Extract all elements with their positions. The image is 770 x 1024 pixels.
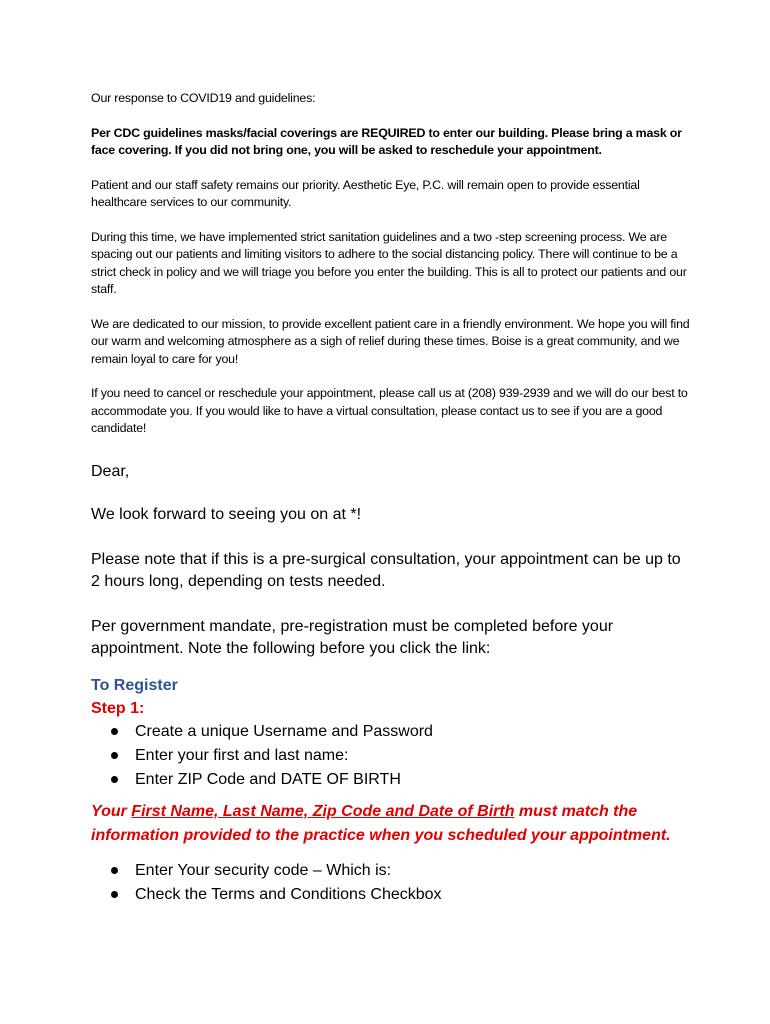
covid-heading: Our response to COVID19 and guidelines: [91, 91, 316, 105]
list-item: Enter your first and last name: [111, 744, 691, 768]
bullet-icon [111, 867, 118, 874]
bullet-icon [111, 776, 118, 783]
presurgical-note: Please note that if this is a pre-surgical consultation, your appointment can be up to 2 hours long, depending on tests needed. [91, 550, 681, 590]
list-item: Enter Your security code – Which is: [111, 859, 691, 883]
sanitation-paragraph: During this time, we have implemented strict sanitation guidelines and a two -step screening process. We are spacing out our patients and limiting visitors to adhere to the social distancing policy. There will continue to be a strict check in policy and we will triage you before you enter the building. This is all to protect our patients and our staff. [91, 229, 687, 296]
reschedule-paragraph: If you need to cancel or reschedule your appointment, please call us at (208) 939-2939 and we will do our best to accommodate you. If you would like to have a virtual consultation, please contact us to see if you are a good candidate! [91, 386, 688, 435]
appointment-line: We look forward to seeing you on at *! [91, 506, 362, 523]
match-warning: Your First Name, Last Name, Zip Code and Date of Birth must match the information provided to the practice when you scheduled your appointment. [91, 802, 671, 844]
list-item: Create a unique Username and Password [111, 720, 691, 744]
safety-paragraph: Patient and our staff safety remains our priority. Aesthetic Eye, P.C. will remain open to provide essential healthcare services to our community. [91, 177, 640, 209]
list-item: Enter ZIP Code and DATE OF BIRTH [111, 768, 691, 792]
mandate-note: Per government mandate, pre-registration must be completed before your appointment. Note the following before you click the link: [91, 617, 614, 657]
step-1-label: Step 1: [91, 699, 145, 717]
document-body [91, 90, 691, 907]
greeting: Dear, [91, 462, 130, 480]
required-fields: First Name, Last Name, Zip Code and Date of Birth [131, 802, 515, 820]
bullet-icon [111, 752, 118, 759]
security-list [91, 859, 691, 907]
mask-notice: Per CDC guidelines masks/facial coverings are REQUIRED to enter our building. Please bring a mask or face covering. If you did not bring one, you will be asked to reschedule your appointment. [91, 125, 682, 157]
step-1-list [91, 720, 691, 792]
bullet-icon [111, 891, 118, 898]
list-item: Check the Terms and Conditions Checkbox [111, 883, 691, 907]
bullet-icon [111, 728, 118, 735]
register-heading: To Register [91, 676, 178, 694]
mission-paragraph: We are dedicated to our mission, to provide excellent patient care in a friendly environment. We hope you will find our warm and welcoming atmosphere as a sigh of relief during these times. Boise is a great community, and we remain loyal to care for you! [91, 316, 690, 366]
